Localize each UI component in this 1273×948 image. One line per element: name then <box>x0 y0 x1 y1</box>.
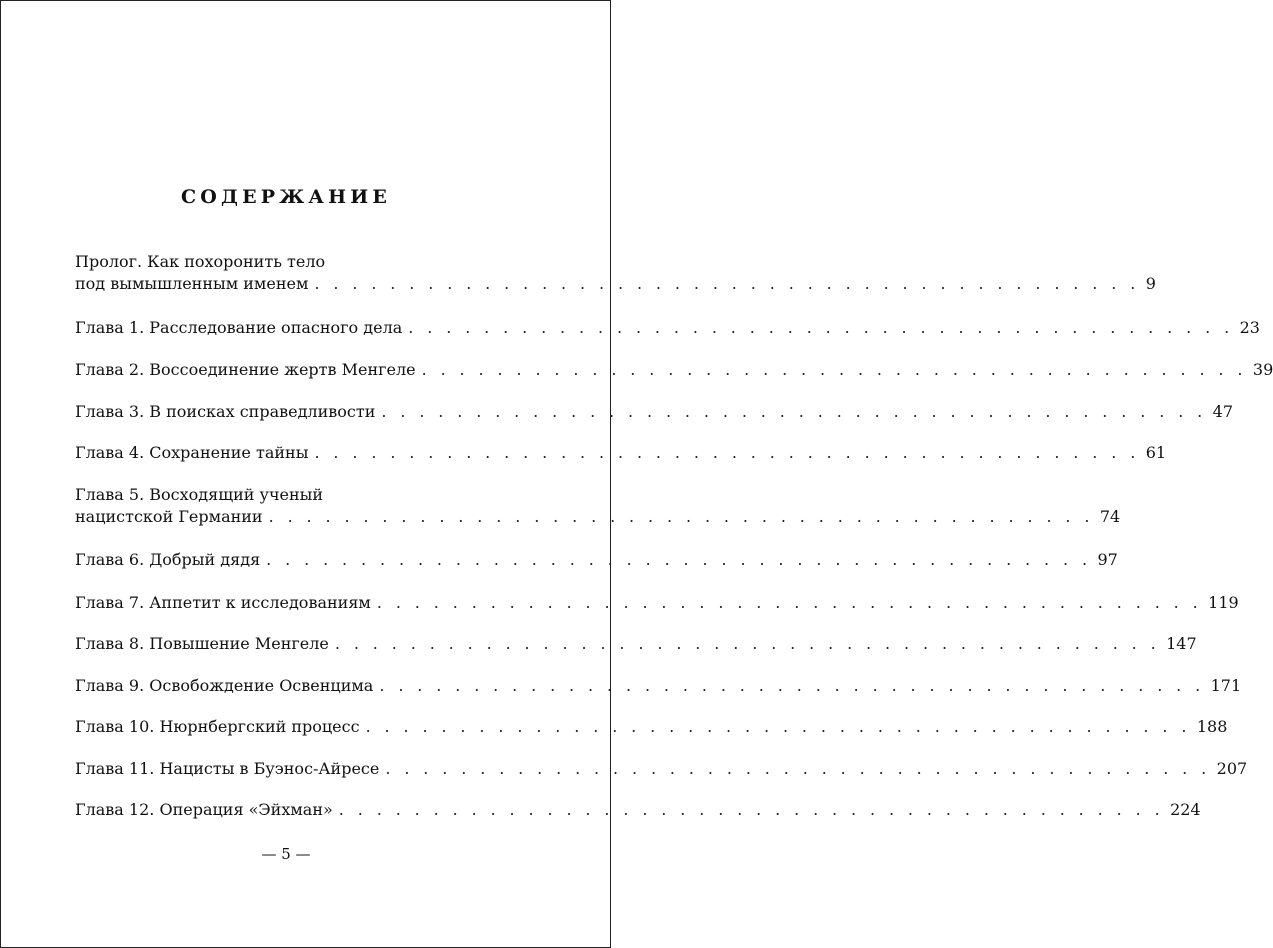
toc-entry-title: Глава 7. Аппетит к исследованиям <box>75 593 371 612</box>
toc-entry-page: 23 <box>1239 318 1260 337</box>
toc-entry-title-line1: Глава 5. Восходящий ученый <box>75 485 324 504</box>
toc-entry-page: 224 <box>1170 800 1201 819</box>
dot-leader: . . . . . . . . . . . . . . . . . . . . . . . . . . . . . . . . . . . . . . . . . . . . <box>408 318 1234 337</box>
toc-entry-page: 119 <box>1208 593 1239 612</box>
toc-entry-title-line1: Пролог. Как похоронить тело <box>75 252 326 271</box>
toc-entry-title: Глава 12. Операция «Эйхман» <box>75 800 333 819</box>
toc-entry-chapter-8 <box>75 633 1197 655</box>
dot-leader: . . . . . . . . . . . . . . . . . . . . . . . . . . . . . . . . . . . . . . . . . . . . <box>314 443 1140 462</box>
dot-leader: . . . . . . . . . . . . . . . . . . . . . . . . . . . . . . . . . . . . . . . . . . . . <box>338 800 1165 819</box>
toc-entry-title: Глава 6. Добрый дядя <box>75 550 261 569</box>
dot-leader: . . . . . . . . . . . . . . . . . . . . . . . . . . . . . . . . . . . . . . . . . . . . <box>334 634 1161 653</box>
dot-leader: . . . . . . . . . . . . . . . . . . . . . . . . . . . . . . . . . . . . . . . . . . . . <box>268 507 1094 526</box>
toc-entry-chapter-5 <box>75 484 1121 528</box>
toc-entry-page: 147 <box>1166 634 1197 653</box>
dot-leader: . . . . . . . . . . . . . . . . . . . . . . . . . . . . . . . . . . . . . . . . . . . . <box>314 274 1140 293</box>
toc-entry-page: 97 <box>1097 550 1118 569</box>
toc-entry-prologue <box>75 251 1156 295</box>
toc-entry-title: Глава 4. Сохранение тайны <box>75 443 309 462</box>
toc-entry-chapter-4 <box>75 442 1167 464</box>
toc-entry-chapter-11 <box>75 758 1248 780</box>
toc-entry-chapter-10 <box>75 716 1228 738</box>
toc-entry-page: 171 <box>1210 676 1242 695</box>
toc-entry-page: 39 <box>1252 360 1273 379</box>
toc-entry-title: Глава 9. Освобождение Освенцима <box>75 676 374 695</box>
toc-entry-title: под вымышленным именем <box>75 274 309 293</box>
dot-leader: . . . . . . . . . . . . . . . . . . . . . . . . . . . . . . . . . . . . . . . . . . . . <box>379 676 1205 695</box>
toc-entry-chapter-6 <box>75 549 1118 571</box>
toc-entry-title: Глава 3. В поисках справедливости <box>75 402 376 421</box>
dot-leader: . . . . . . . . . . . . . . . . . . . . . . . . . . . . . . . . . . . . . . . . . . . . <box>365 717 1191 736</box>
toc-entry-title: Глава 8. Повышение Менгеле <box>75 634 329 653</box>
toc-entry-chapter-9 <box>75 675 1242 697</box>
toc-entry-title: Глава 11. Нацисты в Буэнос-Айресе <box>75 759 380 778</box>
toc-heading: СОДЕРЖАНИЕ <box>180 186 392 208</box>
toc-entry-title: нацистской Германии <box>75 507 263 526</box>
toc-entry-page: 74 <box>1099 507 1121 526</box>
page-number: — 5 — <box>261 845 311 863</box>
toc-entry-title: Глава 2. Воссоединение жертв Менгеле <box>75 360 416 379</box>
dot-leader: . . . . . . . . . . . . . . . . . . . . . . . . . . . . . . . . . . . . . . . . . . . . <box>381 402 1207 421</box>
toc-entry-chapter-1 <box>75 317 1260 339</box>
dot-leader: . . . . . . . . . . . . . . . . . . . . . . . . . . . . . . . . . . . . . . . . . . . . <box>266 550 1092 569</box>
toc-entry-chapter-12 <box>75 799 1201 821</box>
toc-entry-chapter-7 <box>75 592 1239 614</box>
toc-entry-chapter-2 <box>75 359 1273 381</box>
toc-entry-page: 47 <box>1212 402 1234 421</box>
toc-entry-page: 9 <box>1145 274 1156 293</box>
dot-leader: . . . . . . . . . . . . . . . . . . . . . . . . . . . . . . . . . . . . . . . . . . . . <box>385 759 1211 778</box>
toc-entry-chapter-3 <box>75 401 1234 423</box>
toc-entry-page: 188 <box>1196 717 1228 736</box>
dot-leader: . . . . . . . . . . . . . . . . . . . . . . . . . . . . . . . . . . . . . . . . . . . . <box>376 593 1203 612</box>
dot-leader: . . . . . . . . . . . . . . . . . . . . . . . . . . . . . . . . . . . . . . . . . . . . <box>421 360 1247 379</box>
toc-entry-title: Глава 1. Расследование опасного дела <box>75 318 403 337</box>
toc-entry-page: 61 <box>1145 443 1167 462</box>
toc-entry-title: Глава 10. Нюрнбергский процесс <box>75 717 360 736</box>
toc-entry-page: 207 <box>1216 759 1248 778</box>
